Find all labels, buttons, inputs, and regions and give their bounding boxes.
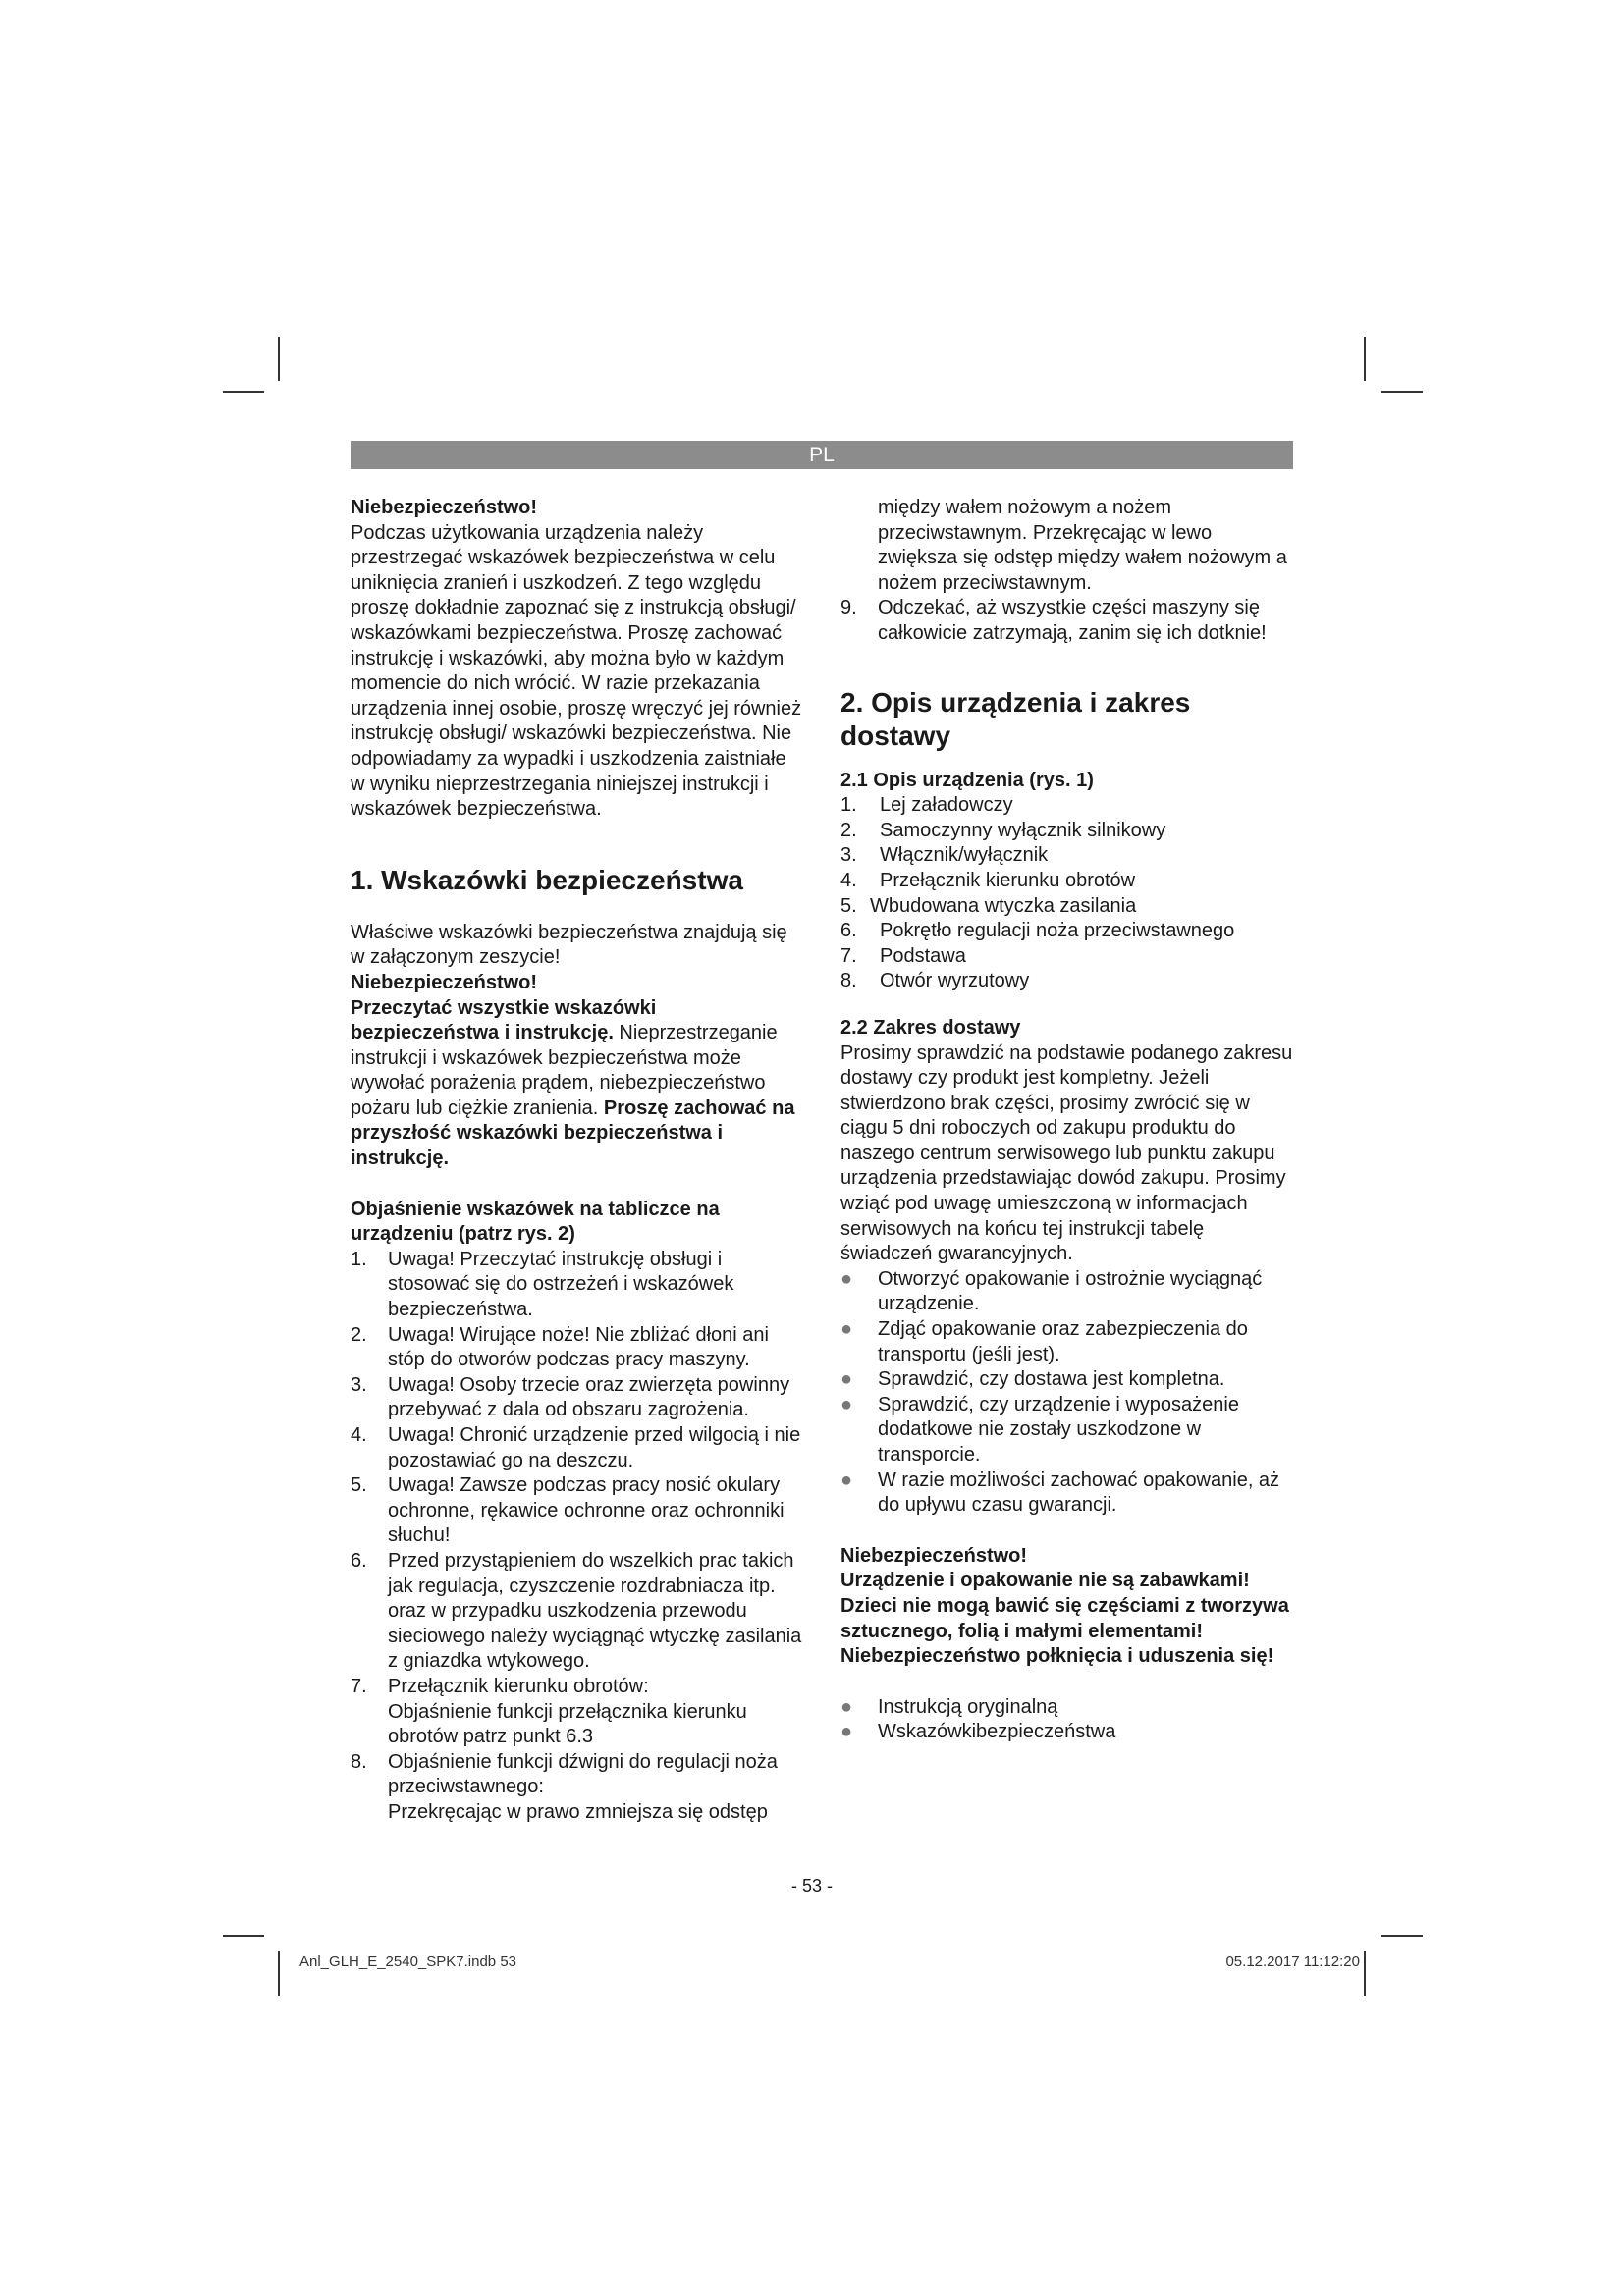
warning-3-title: Niebezpieczeństwo! — [840, 1544, 1028, 1567]
delivery-text: Prosimy sprawdzić na podstawie podanego zakresu dostawy czy produkt jest kompletny. Jeżeli stwierdzono brak części, prosimy zwrócić się w ciągu 5 dni roboczych od zakupu produktu do naszego centrum serwisowego lub punktu zakupu urządzenia przedstawiając dowód zakupu. Prosimy wziąć pod uwagę umieszczoną w informacjach serwisowych na końcu tej instrukcji tabelę świadczeń gwarancyjnych. — [840, 1041, 1293, 1265]
right-column — [840, 496, 1294, 1745]
list-item: ● Wskazówkibezpieczeństwa — [840, 1720, 1294, 1745]
warning-2-bold-lead: Przeczytać wszystkie wskazówki bezpieczeństwa i instrukcję. — [351, 996, 657, 1044]
list-item: 7. Przełącznik kierunku obrotów: Objaśnienie funkcji przełącznika kierunku obrotów patrz punkt 6.3 — [351, 1675, 747, 1748]
list-item: 3. Włącznik/wyłącznik — [840, 844, 1049, 867]
delivery-bullets — [840, 1267, 1294, 1519]
language-code: PL — [809, 444, 835, 466]
list-item: 3. Uwaga! Osoby trzecie oraz zwierzęta powinny przebywać z dala od obszaru zagrożenia. — [351, 1373, 790, 1421]
crop-mark — [278, 1951, 280, 1996]
labels-list-continued — [840, 596, 1294, 646]
language-header-bar — [351, 441, 1293, 469]
list-item: 1. Uwaga! Przeczytać instrukcję obsługi i stosować się do ostrzeżeń i wskazówek bezpieczeństwa. — [351, 1248, 734, 1321]
list-item: ● Instrukcją oryginalną — [840, 1695, 1294, 1721]
warning-3-text: Urządzenie i opakowanie nie są zabawkami! Dzieci nie mogą bawić się częściami z tworzywa sztucznego, folią i małymi elementami! Niebezpieczeństwo połknięcia i uduszenia się! — [840, 1570, 1289, 1668]
list-item: 4. Uwaga! Chronić urządzenie przed wilgocią i nie pozostawiać go na deszczu. — [351, 1424, 801, 1471]
labels-list — [351, 1248, 804, 1826]
warning-text: Podczas użytkowania urządzenia należy przestrzegać wskazówek bezpieczeństwa w celu uniknięcia zranień i uszkodzeń. Z tego względu proszę dokładnie zapoznać się z instrukcją obsługi/ wskazówkami bezpieczeństwa. Proszę zachować instrukcję i wskazówki, aby można było w każdym momencie do nich wrócić. W razie przekazania urządzenia innej osobie, proszę wręczyć jej również instrukcję obsługi/ wskazówki bezpieczeństwa. Nie odpowiadamy za wypadki i uszkodzenia zaistniałe w wyniku nieprzestrzegania niniejszej instrukcji i wskazówek bezpieczeństwa. — [351, 521, 802, 821]
list-item: ● Zdjąć opakowanie oraz zabezpieczenia do transportu (jeśli jest). — [840, 1318, 1248, 1365]
list-item: ● Sprawdzić, czy urządzenie i wyposażenie dodatkowe nie zostały uszkodzone w transporcie. — [840, 1393, 1239, 1466]
list-item: 7. Podstawa — [840, 944, 966, 967]
delivery-heading: 2.2 Zakres dostawy — [840, 1016, 1021, 1039]
warning-2-bold-tail: Proszę zachować na przyszłość wskazówki bezpieczeństwa i instrukcję. — [351, 1096, 795, 1170]
device-parts-list — [840, 793, 1294, 994]
warning-title: Niebezpieczeństwo! — [351, 497, 538, 518]
warning-2-text: Nieprzestrzeganie instrukcji i wskazówek bezpieczeństwa może wywołać porażenia prądem, niebezpieczeństwo pożaru lub ciężkie zranienia. — [351, 1022, 778, 1119]
footer-timestamp: 05.12.2017 11:12:20 — [1225, 1953, 1360, 1970]
crop-mark — [223, 1935, 264, 1937]
continued-text: między wałem nożowym a nożem przeciwstawnym. Przekręcając w lewo zwiększa się odstęp między wałem nożowym a nożem przeciwstawnym. — [878, 497, 1287, 594]
device-description-heading: 2.1 Opis urządzenia (rys. 1) — [840, 769, 1094, 791]
list-item: 9. Odczekać, aż wszystkie części maszyny się całkowicie zatrzymają, zanim się ich dotknie! — [840, 597, 1267, 644]
list-item: 6. Pokrętło regulacji noża przeciwstawnego — [840, 920, 1235, 942]
section-2-heading: 2. Opis urządzenia i zakres dostawy — [840, 686, 1191, 751]
list-item: 5. Uwaga! Zawsze podczas pracy nosić okulary ochronne, rękawice ochronne oraz ochronniki słuchu! — [351, 1474, 785, 1547]
list-item: ● Otworzyć opakowanie i ostrożnie wyciągnąć urządzenie. — [840, 1267, 1263, 1315]
bullet-icon: ● — [840, 1318, 853, 1341]
list-item: ● W razie możliwości zachować opakowanie, aż do upływu czasu gwarancji. — [840, 1468, 1280, 1517]
list-item: ● Sprawdzić, czy dostawa jest kompletna. — [840, 1367, 1294, 1393]
left-column — [351, 496, 804, 1826]
list-item: 2. Uwaga! Wirujące noże! Nie zbliżać dłoni ani stóp do otworów podczas pracy maszyny. — [351, 1323, 769, 1371]
list-item: 2. Samoczynny wyłącznik silnikowy — [840, 819, 1166, 841]
list-item: 8. Otwór wyrzutowy — [840, 970, 1030, 992]
bullet-icon: ● — [840, 1267, 853, 1290]
safety-intro: Właściwe wskazówki bezpieczeństwa znajdują się w załączonym zeszycie! — [351, 921, 787, 969]
bullet-icon: ● — [840, 1368, 853, 1391]
crop-mark — [1381, 391, 1423, 393]
crop-mark — [223, 391, 264, 393]
list-item: 5. Wbudowana wtyczka zasilania — [840, 894, 1137, 917]
bullet-icon: ● — [840, 1721, 853, 1743]
included-bullets — [840, 1695, 1294, 1745]
warning-2-title: Niebezpieczeństwo! — [351, 971, 538, 993]
warning-2-paragraph — [351, 996, 804, 1172]
labels-heading: Objaśnienie wskazówek na tabliczce na urządzeniu (patrz rys. 2) — [351, 1198, 720, 1246]
crop-mark — [1381, 1935, 1423, 1937]
crop-mark — [1364, 1951, 1366, 1996]
page-number: - 53 - — [790, 1876, 833, 1896]
crop-mark — [1364, 337, 1366, 381]
bullet-icon: ● — [840, 1695, 853, 1718]
bullet-icon: ● — [840, 1468, 853, 1491]
list-item: 4. Przełącznik kierunku obrotów — [840, 869, 1136, 891]
list-item: 6. Przed przystąpieniem do wszelkich prac takich jak regulacja, czyszczenie rozdrabniacza itp. oraz w przypadku uszkodzenia przewodu sieciowego należy wyciągnąć wtyczkę zasilania z gniazdka wtykowego. — [351, 1549, 802, 1673]
bullet-icon: ● — [840, 1393, 853, 1415]
crop-mark — [278, 337, 280, 381]
list-item: 8. Objaśnienie funkcji dźwigni do regulacji noża przeciwstawnego: Przekręcając w prawo zmniejsza się odstęp — [351, 1750, 778, 1823]
footer-file-info: Anl_GLH_E_2540_SPK7.indb 53 — [299, 1953, 517, 1970]
list-item: 1. Lej załadowczy — [840, 794, 1013, 817]
section-1-heading: 1. Wskazówki bezpieczeństwa — [351, 864, 743, 895]
